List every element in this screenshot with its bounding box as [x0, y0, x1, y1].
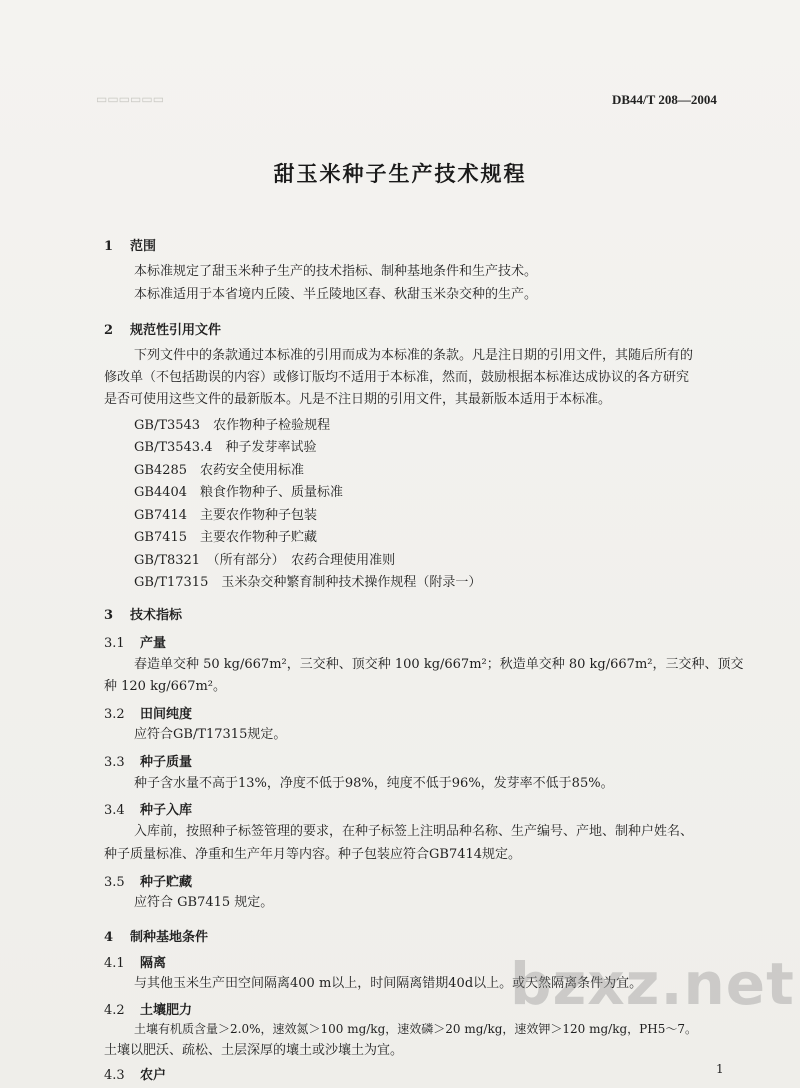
standard-number: DB44/T 208—2004 — [612, 92, 717, 107]
subsection-4-3-heading — [104, 1064, 166, 1083]
subsection-number: 4.3 — [104, 1068, 125, 1083]
paragraph: 修改单（不包括勘误的内容）或修订版均不适用于本标准，然而，鼓励根据本标准达成协议的各方研究 — [104, 370, 690, 385]
subsection-3-1-heading — [104, 632, 166, 651]
subsection-title: 隔离 — [140, 956, 167, 971]
reference-item: GB/T3543 农作物种子检验规程 — [134, 418, 331, 433]
section-number: 1 — [104, 239, 114, 254]
reference-item: GB7414 主要农作物种子包装 — [134, 508, 318, 523]
paragraph: 应符合GB/T17315规定。 — [134, 727, 287, 742]
paragraph: 是否可使用这些文件的最新版本。凡是不注日期的引用文件，其最新版本适用于本标准。 — [104, 392, 612, 407]
reference-item: GB4404 粮食作物种子、质量标准 — [134, 485, 344, 500]
section-3-heading — [104, 604, 182, 623]
subsection-number: 4.2 — [104, 1003, 125, 1018]
section-number: 3 — [104, 608, 114, 623]
reference-item: GB/T17315 玉米杂交种繁育制种技术操作规程（附录一） — [134, 575, 482, 590]
section-2-heading — [104, 319, 221, 338]
reference-item: GB7415 主要农作物种子贮藏 — [134, 530, 318, 545]
reference-item: GB4285 农药安全使用标准 — [134, 463, 305, 478]
document-title: 甜玉米种子生产技术规程 — [273, 161, 527, 186]
paragraph: 土壤有机质含量＞2.0%，速效氮＞100 mg/kg，速效磷＞20 mg/kg，速效钾＞120 mg/kg，PH5～7。 — [134, 1022, 697, 1036]
paragraph: 种子质量标准、净重和生产年月等内容。种子包装应符合GB7414规定。 — [104, 847, 522, 862]
section-number: 4 — [104, 930, 114, 945]
subsection-3-2-heading — [104, 703, 192, 722]
subsection-4-2-heading — [104, 999, 192, 1018]
subsection-title: 田间纯度 — [140, 707, 193, 722]
paragraph: 春造单交种 50 kg/667m²，三交种、顶交种 100 kg/667m²；秋造单交种 80 kg/667m²，三交种、顶交 — [134, 657, 744, 672]
paragraph: 与其他玉米生产田空间隔离400 m以上，时间隔离错期40d以上。或天然隔离条件为宜。 — [134, 976, 643, 991]
paragraph: 应符合 GB7415 规定。 — [134, 895, 274, 910]
subsection-number: 4.1 — [104, 956, 125, 971]
subsection-3-4-heading — [104, 799, 192, 818]
subsection-4-1-heading — [104, 952, 166, 971]
section-title: 范围 — [130, 239, 157, 254]
subsection-title: 农户 — [140, 1068, 167, 1083]
subsection-title: 种子质量 — [140, 755, 193, 770]
paragraph: 本标准适用于本省境内丘陵、半丘陵地区春、秋甜玉米杂交种的生产。 — [134, 287, 538, 302]
bleed-through-text: ▭▭▭▭▭▭ — [96, 92, 165, 106]
section-title: 制种基地条件 — [130, 930, 209, 945]
subsection-number: 3.5 — [104, 875, 125, 890]
paragraph: 土壤以肥沃、疏松、土层深厚的壤土或沙壤土为宜。 — [104, 1043, 404, 1058]
paragraph: 本标准规定了甜玉米种子生产的技术指标、制种基地条件和生产技术。 — [134, 264, 538, 279]
paragraph: 种 120 kg/667m²。 — [104, 679, 227, 694]
subsection-title: 土壤肥力 — [140, 1003, 193, 1018]
subsection-title: 种子贮藏 — [140, 875, 193, 890]
section-1-heading — [104, 235, 156, 254]
section-title: 规范性引用文件 — [130, 323, 222, 338]
subsection-title: 产量 — [140, 636, 167, 651]
paragraph: 种子含水量不高于13%，净度不低于98%，纯度不低于96%，发芽率不低于85%。 — [134, 776, 614, 791]
site-watermark: bzxz.net — [510, 950, 795, 1018]
subsection-3-5-heading — [104, 871, 192, 890]
section-number: 2 — [104, 323, 114, 338]
section-4-heading — [104, 926, 208, 945]
subsection-number: 3.4 — [104, 803, 125, 818]
subsection-number: 3.3 — [104, 755, 125, 770]
reference-item: GB/T8321 （所有部分） 农药合理使用准则 — [134, 553, 396, 568]
section-title: 技术指标 — [130, 608, 183, 623]
reference-item: GB/T3543.4 种子发芽率试验 — [134, 440, 317, 455]
subsection-number: 3.2 — [104, 707, 125, 722]
page-number: 1 — [716, 1062, 724, 1076]
paragraph: 下列文件中的条款通过本标准的引用而成为本标准的条款。凡是注日期的引用文件，其随后所有的 — [134, 348, 694, 363]
subsection-3-3-heading — [104, 751, 192, 770]
subsection-title: 种子入库 — [140, 803, 193, 818]
paragraph: 入库前，按照种子标签管理的要求，在种子标签上注明品种名称、生产编号、产地、制种户姓名、 — [134, 824, 694, 839]
subsection-number: 3.1 — [104, 636, 125, 651]
